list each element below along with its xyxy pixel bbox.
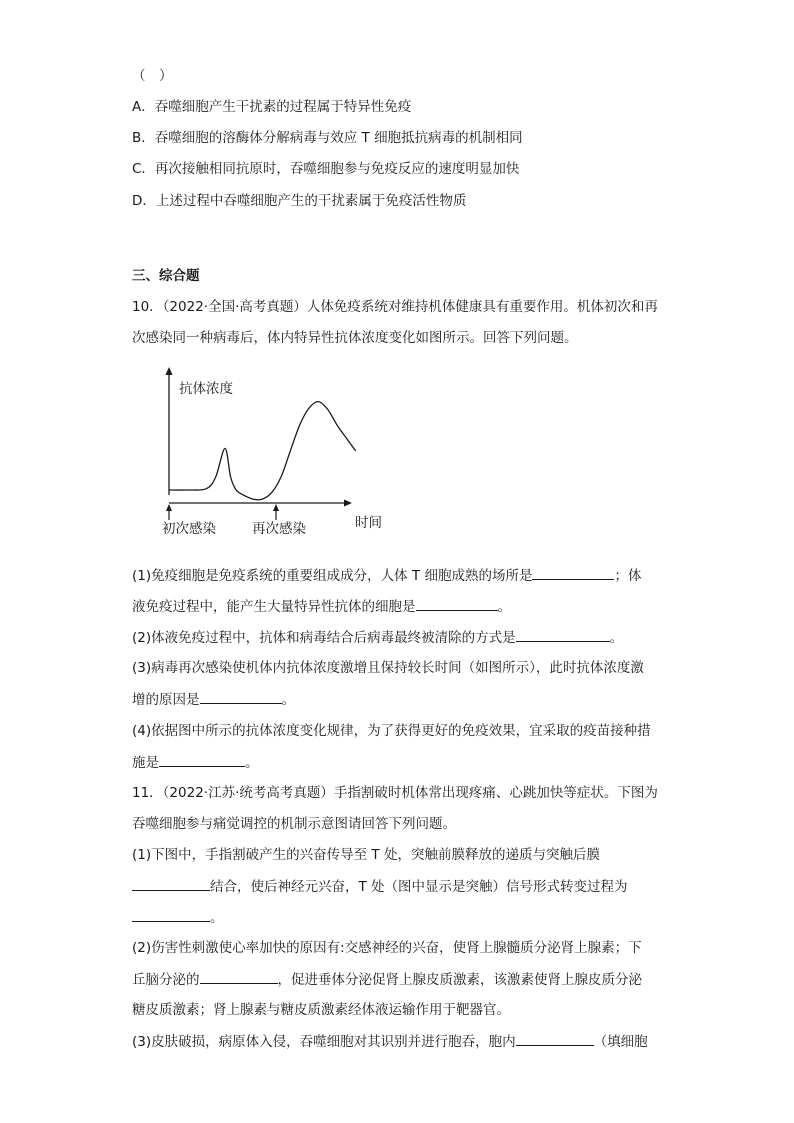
q10-part1-end: 。 [497, 599, 511, 615]
q10-part1-text2: 液免疫过程中，能产生大量特异性抗体的细胞是 [132, 599, 416, 615]
answer-blank[interactable] [132, 907, 210, 922]
option-d: D．上述过程中吞噬细胞产生的干扰素属于免疫活性物质 [132, 193, 467, 209]
antibody-chart [150, 365, 410, 545]
q10-part4-end: 。 [245, 755, 259, 771]
q10-part4-cont [132, 752, 259, 773]
answer-blank[interactable] [516, 1031, 594, 1046]
q11-stem-line2: 吞噬细胞参与痛觉调控的机制示意图请回答下列问题。 [132, 816, 456, 832]
q11-part1-text: 结合，使后神经元兴奋，T 处（图中显示是突触）信号形式转变过程为 [210, 879, 628, 895]
q11-part1-end-line [132, 907, 224, 928]
q11-part3 [132, 1031, 648, 1052]
q11-part1: (1)下图中，手指割破产生的兴奋传导至 T 处，突触前膜释放的递质与突触后膜 [132, 847, 600, 863]
q10-part2-end: 。 [609, 630, 624, 646]
q11-part2: (2)伤害性刺激使心率加快的原因有:交感神经的兴奋，使肾上腺髓质分泌肾上腺素；下 [132, 940, 642, 956]
answer-blank[interactable] [200, 969, 278, 984]
q10-part1 [132, 565, 641, 586]
y-axis-arrow [166, 367, 173, 375]
answer-blank[interactable] [516, 627, 610, 642]
y-axis-label: 抗体浓度 [179, 381, 233, 397]
answer-blank[interactable] [132, 876, 210, 891]
q10-part1-text: (1)免疫细胞是免疫系统的重要组成成分，人体 T 细胞成熟的场所是 [132, 568, 533, 584]
q11-stem-line1: 11．（2022·江苏·统考高考真题）手指割破时机体常出现疼痛、心跳加快等症状。下图为 [132, 785, 658, 801]
q10-part4: (4)依据图中所示的抗体浓度变化规律，为了获得更好的免疫效果，宜采取的疫苗接种措 [132, 723, 651, 739]
q10-part2 [132, 627, 623, 648]
q10-part3-cont [132, 689, 295, 710]
q10-part4-text: 施是 [132, 755, 159, 771]
q11-part2-end: 糖皮质激素；肾上腺素与糖皮质激素经体液运输作用于靶器官。 [132, 1002, 510, 1018]
answer-blank[interactable] [416, 596, 498, 611]
option-c: C．再次接触相同抗原时，吞噬细胞参与免疫反应的速度明显加快 [132, 161, 520, 177]
q11-part1-end: 。 [210, 910, 224, 926]
q11-part2-text: 丘脑分泌的 [132, 972, 200, 988]
question-paren: （ ） [132, 68, 173, 84]
q11-part2-cont [132, 969, 642, 990]
q10-part2-text: (2)体液免疫过程中，抗体和病毒结合后病毒最终被清除的方式是 [132, 630, 516, 646]
answer-blank[interactable] [532, 565, 614, 580]
q11-part3-end: （填细胞 [593, 1034, 648, 1050]
second-infection-label: 再次感染 [252, 521, 306, 537]
answer-blank[interactable] [200, 689, 282, 704]
option-b: B．吞噬细胞的溶酶体分解病毒与效应 T 细胞抵抗病毒的机制相同 [132, 130, 523, 146]
q11-part2-text2: ，促进垂体分泌促肾上腺皮质激素，该激素使肾上腺皮质分泌 [277, 972, 642, 988]
first-infection-arrowhead [166, 504, 172, 511]
option-a: A．吞噬细胞产生干扰素的过程属于特异性免疫 [132, 99, 412, 115]
q10-part3-text: 增的原因是 [132, 692, 200, 708]
q10-stem-line2: 次感染同一种病毒后，体内特异性抗体浓度变化如图所示。回答下列问题。 [132, 330, 578, 346]
first-infection-label: 初次感染 [162, 521, 216, 537]
q11-part3-text: (3)皮肤破损，病原体入侵，吞噬细胞对其识别并进行胞吞，胞内 [132, 1034, 516, 1050]
q10-part1-cont [132, 596, 511, 617]
antibody-curve [169, 402, 356, 500]
q10-part1-text-end: ；体 [614, 568, 642, 584]
q10-part3-end: 。 [281, 692, 295, 708]
x-axis-arrow [344, 500, 352, 507]
second-infection-arrowhead [273, 504, 279, 511]
section-title: 三、综合题 [132, 268, 200, 284]
x-axis-label: 时间 [355, 515, 382, 531]
q10-part3: (3)病毒再次感染使机体内抗体浓度激增且保持较长时间（如图所示），此时抗体浓度激 [132, 660, 644, 676]
q11-part1-cont [132, 876, 628, 897]
answer-blank[interactable] [159, 752, 245, 767]
q10-stem-line1: 10．（2022·全国·高考真题）人体免疫系统对维持机体健康具有重要作用。机体初次和再 [132, 299, 658, 315]
